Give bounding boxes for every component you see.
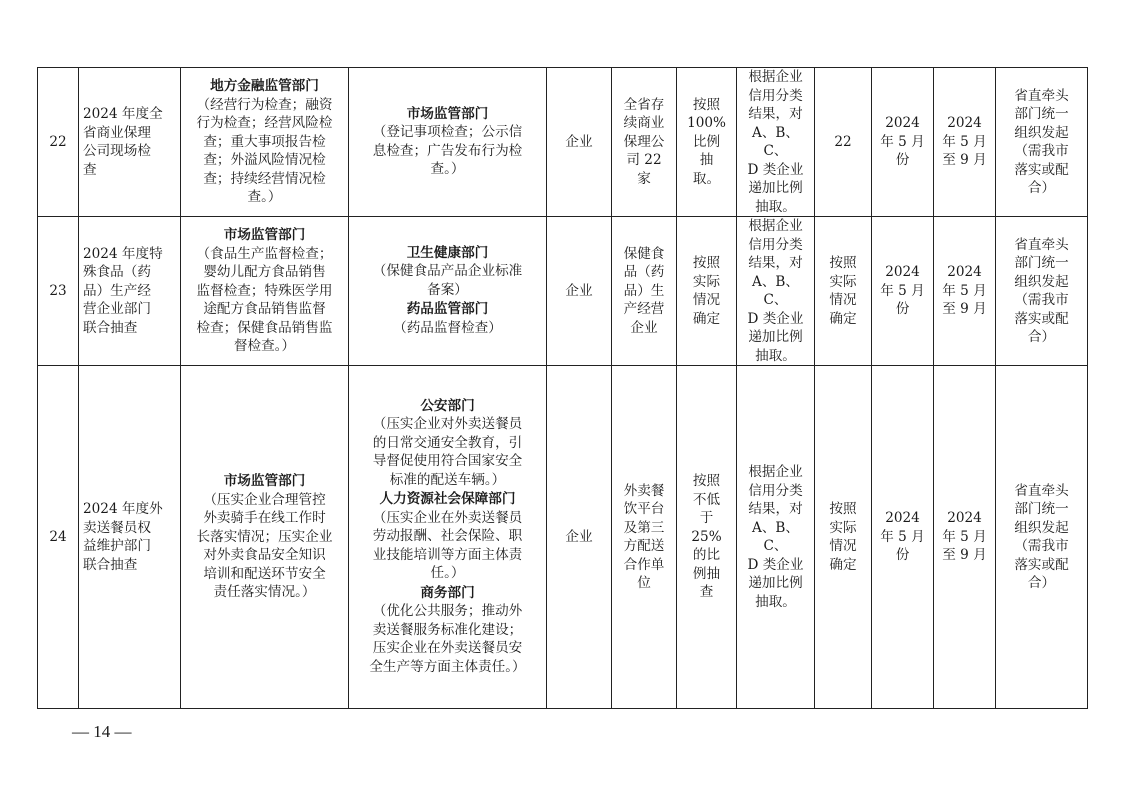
cell-line: 的日常交通安全教育，引 (372, 434, 523, 451)
cell-line: 于 (699, 510, 714, 527)
cell-line: 抽取。 (755, 347, 796, 364)
cell-line: 按照 (829, 501, 857, 517)
cell-line: 确定 (829, 556, 857, 573)
inspection-plan-table (37, 67, 1088, 709)
cell-line: 2024 (947, 264, 982, 281)
cell-line: 导督促使用符合国家安全 (372, 453, 523, 470)
cell-line: 合） (1027, 329, 1056, 345)
cell-line: 至 9 月 (942, 547, 987, 564)
cell-line: 递加比例 (748, 329, 803, 345)
cell-line: 标准的配送车辆。） (389, 471, 506, 488)
co-dept-block (353, 397, 542, 490)
cell-line: 部门统一 (1014, 501, 1069, 517)
cell-line: 至 9 月 (942, 301, 987, 318)
cell-line: 组织发起 (1014, 519, 1069, 536)
co-dept-block (353, 105, 542, 179)
cell-line: 2024 (885, 115, 920, 132)
cell-line: D 类企业 (747, 310, 804, 327)
cell-line: 行为检查；经营风险检 (196, 115, 333, 132)
cell-line: 22 (834, 133, 852, 150)
cell-start-time (872, 68, 934, 217)
cell-line: 督检查。） (233, 338, 296, 355)
cell-line: 2024 (947, 115, 982, 132)
cell-scope (612, 68, 677, 217)
cell-line: 查 (699, 584, 714, 601)
cell-line: 信用分类 (748, 87, 803, 104)
cell-line: 外卖餐 (623, 482, 665, 499)
cell-cooperating-departments (349, 366, 547, 709)
cell-line: 结果，对 (748, 106, 803, 122)
cell-line: 按照 (692, 255, 721, 271)
cell-line: D 类企业 (747, 556, 804, 573)
co-dept-title: 人力资源社会保障部门 (379, 491, 516, 508)
cell-line: 年 5 月 (880, 528, 925, 545)
cell-line: 省直牵头 (1014, 236, 1069, 253)
cell-line: 公司现场检 (83, 143, 151, 159)
cell-line: 结果，对 (748, 501, 803, 517)
cell-line: 培训和配送环节安全 (203, 565, 326, 582)
page-number: — 14 — (72, 722, 132, 741)
cell-line: 100% (687, 115, 726, 132)
cell-row-number: 24 (38, 366, 79, 709)
cell-line: 殊食品（药 (83, 264, 151, 281)
cell-line: （压实企业在外卖送餐员 (372, 509, 523, 526)
cell-line: 根据企业 (748, 69, 803, 85)
cell-line: 劳动报酬、社会保险、职 (372, 528, 523, 545)
cell-line: 卖送餐服务标准化建设； (372, 621, 523, 638)
cell-line: 比例 (692, 133, 721, 150)
cell-row-number: 23 (38, 217, 79, 366)
cell-line: 不低 (692, 491, 721, 508)
cell-cooperating-departments (349, 217, 547, 366)
cell-line: 卖送餐员权 (83, 519, 151, 536)
cell-line: 情况 (829, 292, 857, 308)
cell-line: 外卖骑手在线工作时 (203, 510, 326, 527)
cell-line: （药品监督检查） (393, 319, 502, 336)
cell-remark (996, 217, 1088, 366)
cell-line: 部门统一 (1014, 255, 1069, 271)
cell-line: （需我市 (1014, 143, 1069, 159)
cell-line: 联合抽查 (83, 319, 138, 336)
cell-line: 益维护部门 (83, 538, 151, 554)
cell-line: 产经营 (623, 301, 665, 318)
table-row (38, 68, 1088, 217)
cell-line: 压实企业在外卖送餐员安 (372, 640, 523, 657)
cell-start-time (872, 366, 934, 709)
co-dept-title: 公安部门 (420, 397, 475, 414)
cell-line: 联合抽查 (83, 556, 138, 573)
cell-line: 任。） (430, 565, 465, 582)
lead-dept-title: 市场监管部门 (223, 473, 306, 490)
cell-line: 饮平台 (623, 501, 665, 517)
cell-line: 结果，对 (748, 255, 803, 271)
cell-line: 按照 (692, 473, 721, 490)
cell-line: 抽取。 (755, 593, 796, 610)
cell-line: 份 (895, 301, 910, 318)
cell-cooperating-departments (349, 68, 547, 217)
cell-line: 25% (691, 528, 722, 545)
cell-scope (612, 366, 677, 709)
cell-line: 企业 (630, 319, 658, 336)
cell-line: 保健食 (623, 245, 665, 262)
cell-task-name (79, 217, 181, 366)
co-dept-title: 药品监管部门 (406, 301, 489, 318)
cell-line: 检查；保健食品销售监 (196, 319, 333, 336)
cell-line: 品（药 (623, 264, 665, 281)
cell-line: 至 9 月 (942, 152, 987, 169)
cell-line: 实际 (829, 519, 857, 536)
cell-line: 取。 (692, 170, 721, 187)
cell-line: （登记事项检查；公示信 (372, 124, 523, 140)
co-dept-title: 商务部门 (420, 584, 475, 601)
cell-line: 部门统一 (1014, 106, 1069, 122)
cell-line: （需我市 (1014, 538, 1069, 554)
cell-line: 情况 (829, 538, 857, 554)
cell-line: 司 22 (626, 152, 662, 169)
cell-object: 企业 (547, 68, 612, 217)
cell-line: 例抽 (692, 565, 721, 582)
cell-line: 2024 年度外 (83, 501, 163, 517)
cell-object: 企业 (547, 366, 612, 709)
cell-task-name (79, 68, 181, 217)
cell-line: （压实企业合理管控 (203, 491, 326, 508)
co-dept-block (353, 244, 542, 300)
cell-line: 查 (83, 161, 97, 178)
cell-line: 年 5 月 (942, 133, 987, 150)
co-dept-title: 市场监管部门 (406, 105, 489, 122)
cell-line: 实际 (692, 273, 721, 290)
table-row (38, 366, 1088, 709)
cell-ratio (677, 68, 737, 217)
cell-line: 组织发起 (1014, 273, 1069, 290)
table-row (38, 217, 1088, 366)
cell-line: 品）生 (623, 282, 665, 299)
cell-line: 递加比例 (748, 180, 803, 196)
cell-line: （压实企业对外卖送餐员 (372, 416, 523, 433)
cell-method (737, 217, 815, 366)
cell-line: 2024 年度全 (83, 106, 163, 122)
cell-line: （经营行为检查；融资 (196, 96, 333, 113)
cell-line: 全生产等方面主体责任。） (369, 658, 526, 675)
cell-line: 2024 (885, 510, 920, 527)
cell-count (815, 217, 872, 366)
cell-line: 备案） (427, 281, 468, 298)
cell-line: 合） (1027, 575, 1056, 591)
cell-line: （优化公共服务；推动外 (372, 603, 523, 620)
lead-dept-title: 市场监管部门 (223, 227, 306, 244)
cell-line: 份 (895, 547, 910, 564)
cell-line: 省商业保理 (83, 124, 151, 141)
cell-line: （需我市 (1014, 292, 1069, 308)
cell-line: 途配方食品销售监督 (203, 301, 326, 318)
co-dept-block (353, 584, 542, 677)
cell-line: 查。） (247, 189, 282, 206)
cell-period (934, 366, 996, 709)
cell-line: 品）生产经 (83, 282, 151, 299)
cell-line: 监督检查；特殊医学用 (196, 282, 333, 299)
cell-line: 位 (637, 575, 651, 591)
cell-row-number: 22 (38, 68, 79, 217)
cell-count (815, 68, 872, 217)
cell-line: 确定 (829, 310, 857, 327)
cell-count (815, 366, 872, 709)
cell-line: 对外卖食品安全知识 (203, 547, 326, 564)
cell-line: 2024 年度特 (83, 245, 163, 262)
cell-line: 根据企业 (748, 464, 803, 480)
cell-line: 2024 (947, 510, 982, 527)
cell-line: 查；持续经营情况检 (203, 170, 326, 187)
cell-line: 情况 (692, 292, 721, 308)
cell-line: A、B、C、 (752, 124, 799, 159)
cell-line: 抽 (699, 152, 714, 169)
cell-line: 年 5 月 (880, 133, 925, 150)
cell-line: 查。） (430, 161, 465, 177)
cell-line: 年 5 月 (880, 282, 925, 299)
cell-line: 查；重大事项报告检 (203, 133, 326, 150)
cell-line: 组织发起 (1014, 124, 1069, 141)
cell-line: 省直牵头 (1014, 87, 1069, 104)
cell-lead-department (181, 217, 349, 366)
cell-object: 企业 (547, 217, 612, 366)
cell-line: 实际 (829, 273, 857, 290)
cell-line: 保理公 (623, 133, 665, 150)
co-dept-block (353, 300, 542, 337)
cell-remark (996, 366, 1088, 709)
cell-period (934, 68, 996, 217)
cell-line: 省直牵头 (1014, 482, 1069, 499)
cell-line: 落实或配 (1014, 556, 1069, 573)
cell-method (737, 68, 815, 217)
cell-line: 2024 (885, 264, 920, 281)
cell-line: 及第三 (623, 519, 665, 536)
cell-line: 责任落实情况。） (213, 584, 316, 601)
cell-period (934, 217, 996, 366)
cell-ratio (677, 366, 737, 709)
co-dept-block (353, 490, 542, 583)
cell-line: （食品生产监督检查； (196, 245, 333, 262)
cell-line: 根据企业 (748, 218, 803, 234)
cell-line: 营企业部门 (83, 301, 151, 318)
cell-line: 按照 (692, 96, 721, 113)
cell-remark (996, 68, 1088, 217)
cell-line: 续商业 (623, 115, 665, 132)
cell-line: 长落实情况；压实企业 (196, 528, 333, 545)
cell-line: 业技能培训等方面主体责 (372, 546, 523, 563)
cell-line: A、B、C、 (752, 273, 799, 308)
cell-line: 确定 (692, 310, 721, 327)
cell-line: 家 (637, 170, 651, 187)
co-dept-title: 卫生健康部门 (406, 244, 489, 261)
cell-line: 年 5 月 (942, 528, 987, 545)
cell-line: 信用分类 (748, 482, 803, 499)
cell-line: 落实或配 (1014, 161, 1069, 178)
cell-method (737, 366, 815, 709)
cell-line: 信用分类 (748, 236, 803, 253)
cell-line: 递加比例 (748, 575, 803, 591)
cell-line: 全省存 (623, 96, 665, 113)
cell-line: （保健食品产品企业标准 (372, 263, 523, 280)
cell-line: 息检查；广告发布行为检 (372, 142, 523, 159)
cell-start-time (872, 217, 934, 366)
cell-line: 的比 (692, 547, 721, 564)
cell-ratio (677, 217, 737, 366)
cell-task-name (79, 366, 181, 709)
cell-scope (612, 217, 677, 366)
cell-line: D 类企业 (747, 161, 804, 178)
cell-line: 抽取。 (755, 198, 796, 215)
cell-line: 查；外溢风险情况检 (203, 152, 326, 169)
cell-line: 落实或配 (1014, 310, 1069, 327)
cell-line: 婴幼儿配方食品销售 (203, 264, 326, 281)
lead-dept-title: 地方金融监管部门 (210, 78, 319, 95)
cell-line: A、B、C、 (752, 519, 799, 554)
cell-line: 合作单 (623, 556, 665, 573)
cell-lead-department (181, 68, 349, 217)
cell-line: 方配送 (623, 538, 665, 554)
cell-line: 合） (1027, 180, 1056, 196)
cell-line: 年 5 月 (942, 282, 987, 299)
cell-lead-department (181, 366, 349, 709)
cell-line: 按照 (829, 255, 857, 271)
cell-line: 份 (895, 152, 910, 169)
